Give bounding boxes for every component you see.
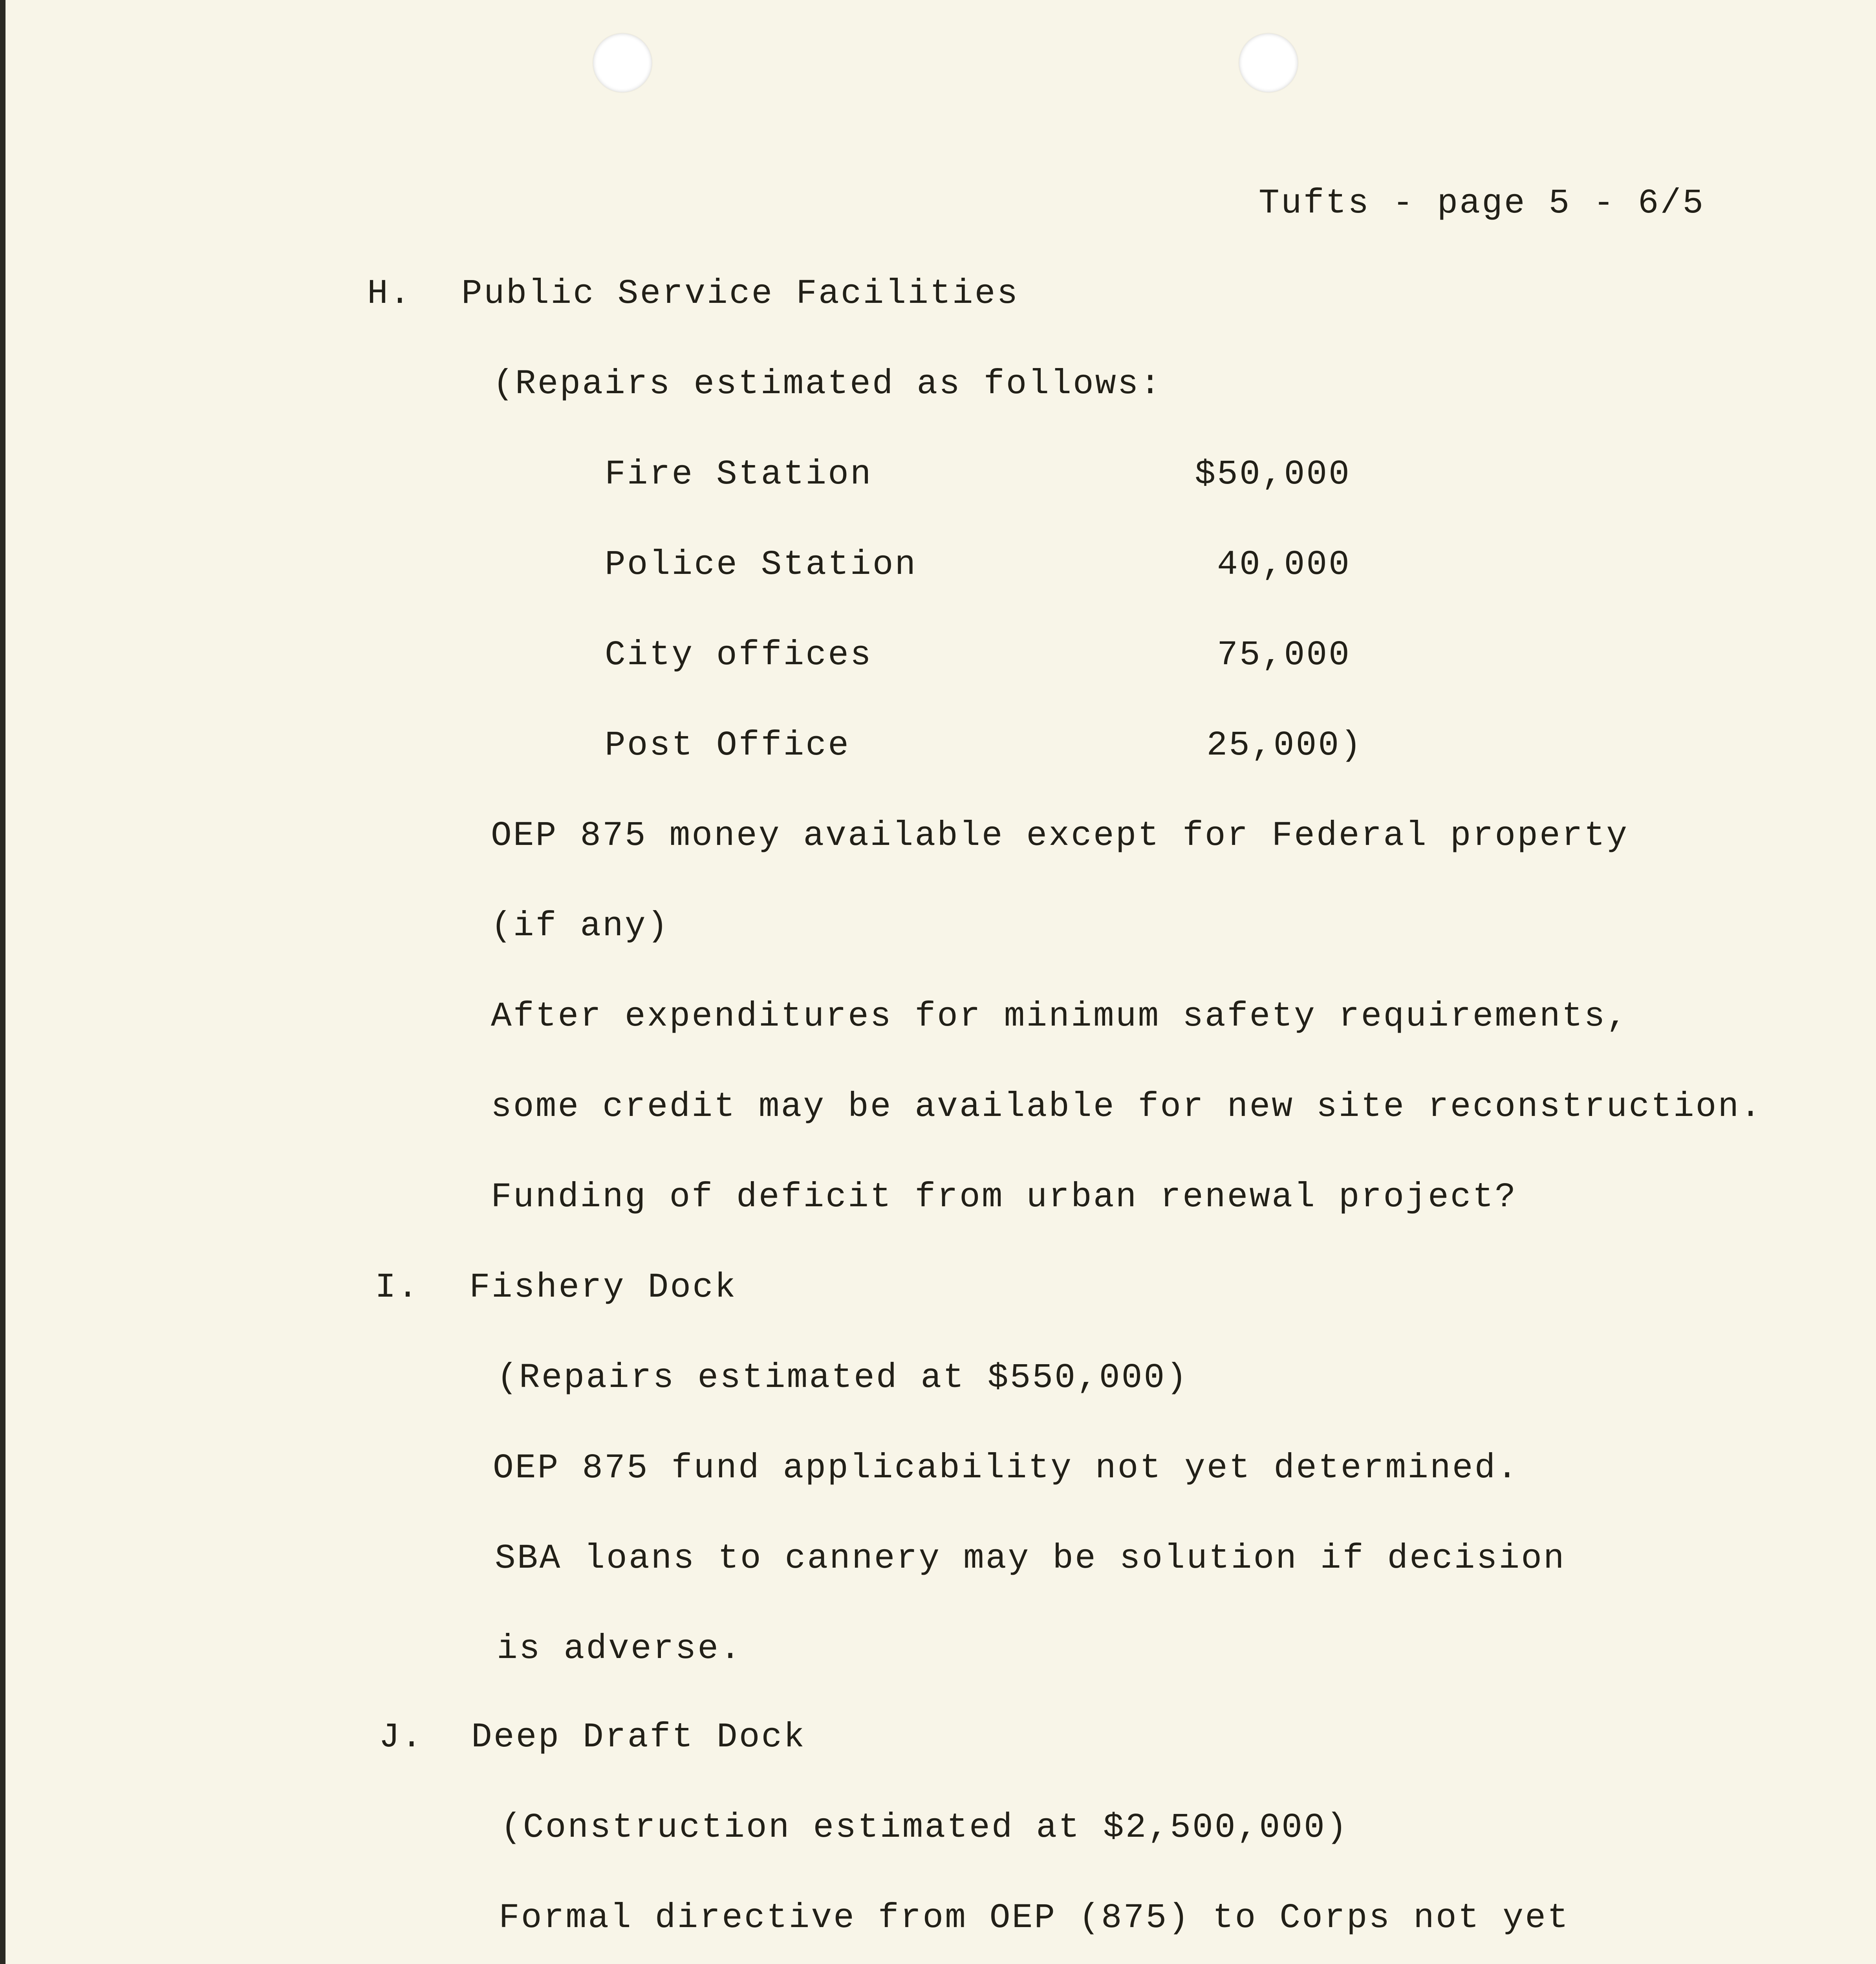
punch-hole: [593, 33, 652, 92]
section-j-title: Deep Draft Dock: [471, 1718, 806, 1757]
section-i-marker: I.: [375, 1268, 420, 1307]
page-edge-shadow: [0, 0, 5, 1964]
body-line: is adverse.: [497, 1630, 742, 1669]
section-h-intro: (Repairs estimated as follows:: [493, 365, 1162, 404]
body-line: SBA loans to cannery may be solution if decision: [495, 1539, 1566, 1578]
section-j-marker: J.: [379, 1718, 424, 1757]
body-line: Funding of deficit from urban renewal project?: [491, 1178, 1517, 1217]
cost-item-amount: 40,000: [1217, 546, 1351, 584]
cost-item-amount: $50,000: [1195, 455, 1351, 494]
cost-item-label: City offices: [605, 636, 873, 675]
section-h-marker: H.: [367, 275, 412, 313]
body-line: (Repairs estimated at $550,000): [497, 1359, 1189, 1398]
body-line: some credit may be available for new site reconstruction.: [491, 1088, 1763, 1127]
cost-item-amount: 25,000): [1206, 726, 1363, 765]
body-line: After expenditures for minimum safety requirements,: [491, 997, 1629, 1036]
body-line: OEP 875 money available except for Federal property: [491, 817, 1629, 856]
cost-item-label: Post Office: [605, 726, 850, 765]
cost-item-label: Police Station: [605, 546, 917, 584]
page-reference: Tufts - page 5 - 6/5: [1259, 184, 1705, 223]
section-i-title: Fishery Dock: [469, 1268, 737, 1307]
cost-item-label: Fire Station: [605, 455, 873, 494]
cost-item-amount: 75,000: [1217, 636, 1351, 675]
punch-hole: [1239, 33, 1298, 92]
body-line: Formal directive from OEP (875) to Corps not yet: [499, 1899, 1570, 1938]
body-line: (if any): [491, 907, 670, 946]
section-h-title: Public Service Facilities: [461, 275, 1019, 313]
body-line: (Construction estimated at $2,500,000): [501, 1808, 1349, 1847]
body-line: OEP 875 fund applicability not yet determined.: [493, 1449, 1519, 1488]
